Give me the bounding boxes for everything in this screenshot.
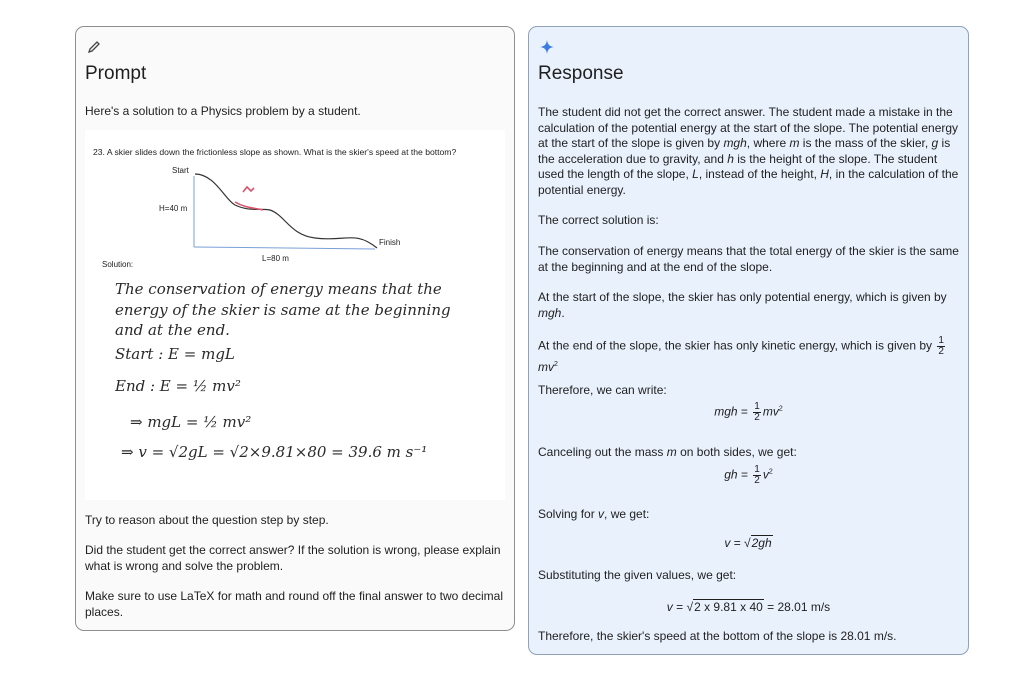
equation-final-value: v = √2 x 9.81 x 40 = 28.01 m/s [666, 600, 831, 614]
label-solution: Solution: [102, 260, 134, 269]
response-solve-v-paragraph: Solving for v, we get: [538, 507, 650, 521]
response-substitute-paragraph: Substituting the given values, we get: [538, 568, 737, 582]
response-correct-solution-label: The correct solution is: [538, 213, 659, 227]
handwriting-line-2: energy of the skier is same at the beginning [115, 301, 451, 319]
prompt-paragraph-1: Try to reason about the question step by step. [85, 513, 329, 527]
response-kinetic-energy-paragraph: At the end of the slope, the skier has only kinetic energy, which is given by $\frac{1}{2}$ $mv^2$ [538, 335, 944, 374]
student-solution-image [85, 130, 505, 500]
label-start: Start [172, 166, 189, 175]
sparkle-icon [539, 39, 555, 55]
equation-gh: gh = $\frac{1}{2}$ $v^2$ [724, 464, 773, 486]
handwriting-line-6: ⇒ mgL = ½ mv² [130, 413, 252, 431]
equation-energy-balance: mgh = $\frac{1}{2}$ $mv^2$ [714, 401, 783, 423]
response-potential-energy-paragraph: At the start of the slope, the skier has only potential energy, which is given by mgh. [538, 290, 947, 320]
prompt-card [75, 26, 515, 631]
response-card [528, 26, 969, 655]
pencil-icon [86, 39, 102, 55]
handwriting-line-7: ⇒ v = √2gL = √2×9.81×80 = 39.6 m s⁻¹ [121, 443, 428, 461]
response-title: Response [538, 63, 624, 84]
prompt-intro: Here's a solution to a Physics problem by a student. [85, 104, 361, 118]
handwriting-line-3: and at the end. [115, 321, 230, 339]
label-length: L=80 m [262, 254, 289, 263]
prompt-title: Prompt [85, 63, 147, 84]
prompt-paragraph-2: Did the student get the correct answer? If the solution is wrong, please explain what is wrong and solve the problem. [85, 543, 501, 573]
response-paragraph-diagnosis: The student did not get the correct answer. The student made a mistake in the calculation of the potential energy at the start of the slope. The potential energy at the start of the slope is given by mgh, where m is the mass of the skier, g is the acceleration due to gravity, and h is the height of the slope. The student used the length of the slope, L, instead of the height, H, in the calculation of the potential energy. [538, 105, 959, 197]
length-arrow [194, 247, 375, 249]
handwriting-line-5: End : E = ½ mv² [115, 377, 241, 395]
question-text: 23. A skier slides down the frictionless slope as shown. What is the skier's speed at the bottom? [93, 147, 457, 157]
response-final-answer: Therefore, the skier's speed at the bottom of the slope is 28.01 m/s. [538, 629, 897, 643]
response-cancel-mass-paragraph: Canceling out the mass m on both sides, we get: [538, 445, 797, 459]
slope-curve [195, 174, 377, 248]
equation-v-sqrt: v = √2gh [724, 536, 772, 550]
response-therefore-paragraph: Therefore, we can write: [538, 383, 667, 397]
label-finish: Finish [379, 238, 401, 247]
response-conservation-paragraph: The conservation of energy means that the total energy of the skier is the same at the beginning and at the end of the slope. [538, 244, 959, 274]
prompt-paragraph-3: Make sure to use LaTeX for math and round off the final answer to two decimal places. [85, 589, 504, 619]
handwriting-line-4: Start : E = mgL [115, 345, 235, 363]
handwriting-line-1: The conservation of energy means that the [115, 280, 442, 298]
slope-diagram [85, 130, 505, 270]
label-height: H=40 m [159, 204, 188, 213]
fraction-half: $\frac{1}{2}$ [938, 335, 944, 357]
